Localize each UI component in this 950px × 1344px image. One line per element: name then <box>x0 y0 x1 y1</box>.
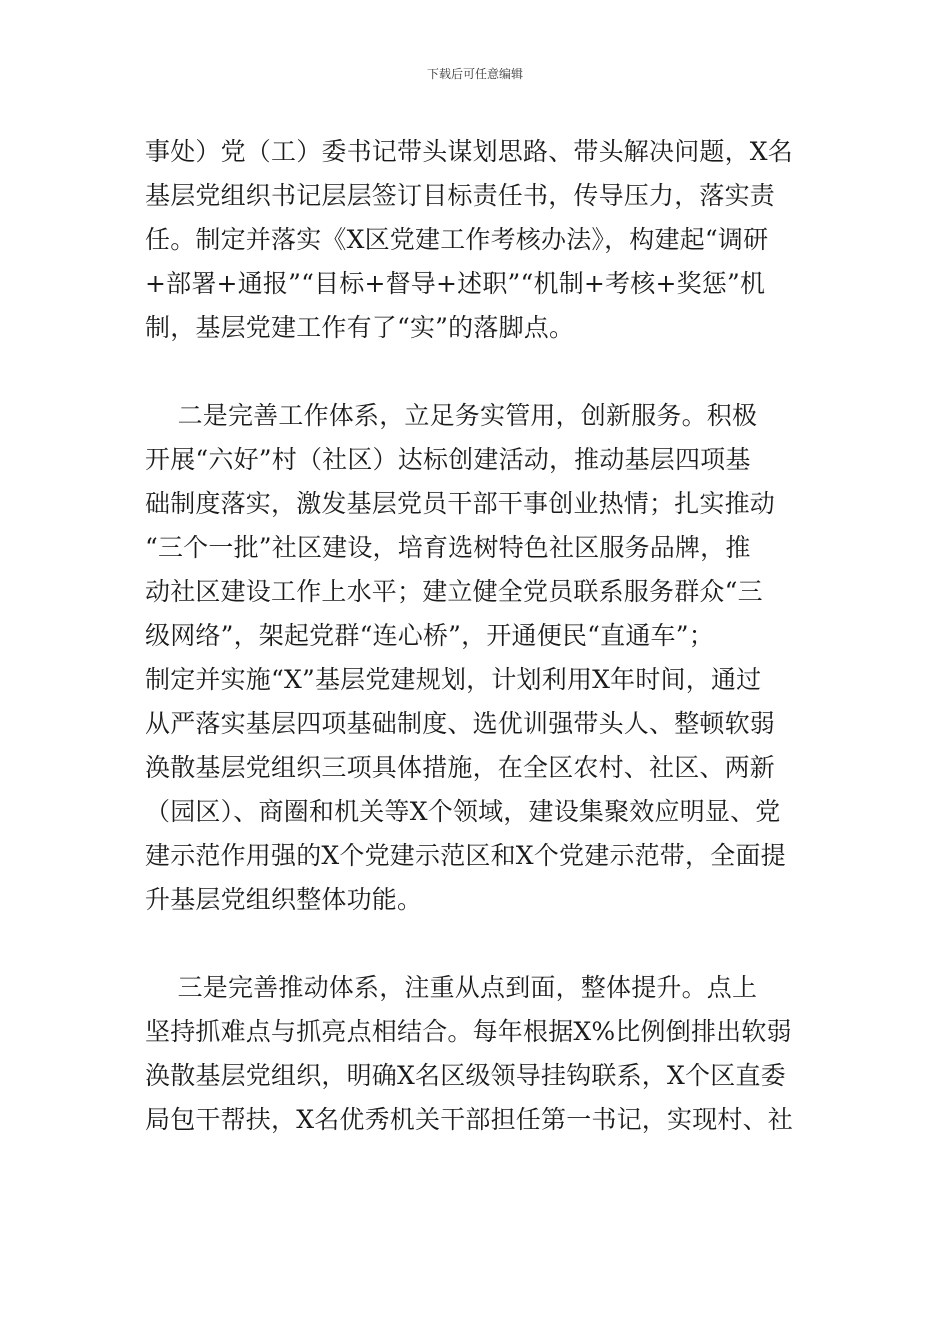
text-line: 涣散基层党组织，明确X名区级领导挂钩联系，X个区直委 <box>145 1061 786 1090</box>
text-line: 从严落实基层四项基础制度、选优训强带头人、整顿软弱 <box>145 709 776 738</box>
text-line: 坚持抓难点与抓亮点相结合。每年根据X%比例倒排出软弱 <box>145 1017 792 1046</box>
text-line: “三个一批”社区建设，培育选树特色社区服务品牌，推 <box>145 533 751 562</box>
text-line: 事处）党（工）委书记带头谋划思路、带头解决问题，X名 <box>145 137 794 166</box>
document-body <box>145 130 810 1142</box>
text-line: 开展“六好”村（社区）达标创建活动，推动基层四项基 <box>145 445 751 474</box>
paragraph-1 <box>145 130 810 350</box>
page-header: 下载后可任意编辑 <box>426 67 523 81</box>
text-line: 建示范作用强的X个党建示范区和X个党建示范带，全面提 <box>145 841 786 870</box>
text-line: 制定并实施“X”基层党建规划，计划利用X年时间，通过 <box>145 665 762 694</box>
text-line: 二是完善工作体系，立足务实管用，创新服务。积极 <box>145 401 758 430</box>
text-line: 动社区建设工作上水平；建立健全党员联系服务群众“三 <box>145 577 763 606</box>
text-line: 升基层党组织整体功能。 <box>145 885 423 914</box>
text-line: +部署+通报”“目标+督导+述职”“机制+考核+奖惩”机 <box>145 269 766 298</box>
text-line: （园区）、商圈和机关等X个领域，建设集聚效应明显、党 <box>145 797 781 826</box>
text-line: 础制度落实，激发基层党员干部干事创业热情；扎实推动 <box>145 489 776 518</box>
text-line: 级网络”，架起党群“连心桥”，开通便民“直通车”； <box>145 621 714 650</box>
text-line: 任。制定并落实《X区党建工作考核办法》，构建起“调研 <box>145 225 769 254</box>
text-line: 涣散基层党组织三项具体措施，在全区农村、社区、两新 <box>145 753 776 782</box>
text-line: 制，基层党建工作有了“实”的落脚点。 <box>145 313 575 342</box>
paragraph-gap <box>145 350 810 394</box>
text-line: 局包干帮扶，X名优秀机关干部担任第一书记，实现村、社 <box>145 1105 794 1134</box>
paragraph-2 <box>145 394 810 922</box>
text-line: 三是完善推动体系，注重从点到面，整体提升。点上 <box>145 973 758 1002</box>
text-line: 基层党组织书记层层签订目标责任书，传导压力，落实责 <box>145 181 776 210</box>
paragraph-3 <box>145 966 810 1142</box>
paragraph-gap <box>145 922 810 966</box>
